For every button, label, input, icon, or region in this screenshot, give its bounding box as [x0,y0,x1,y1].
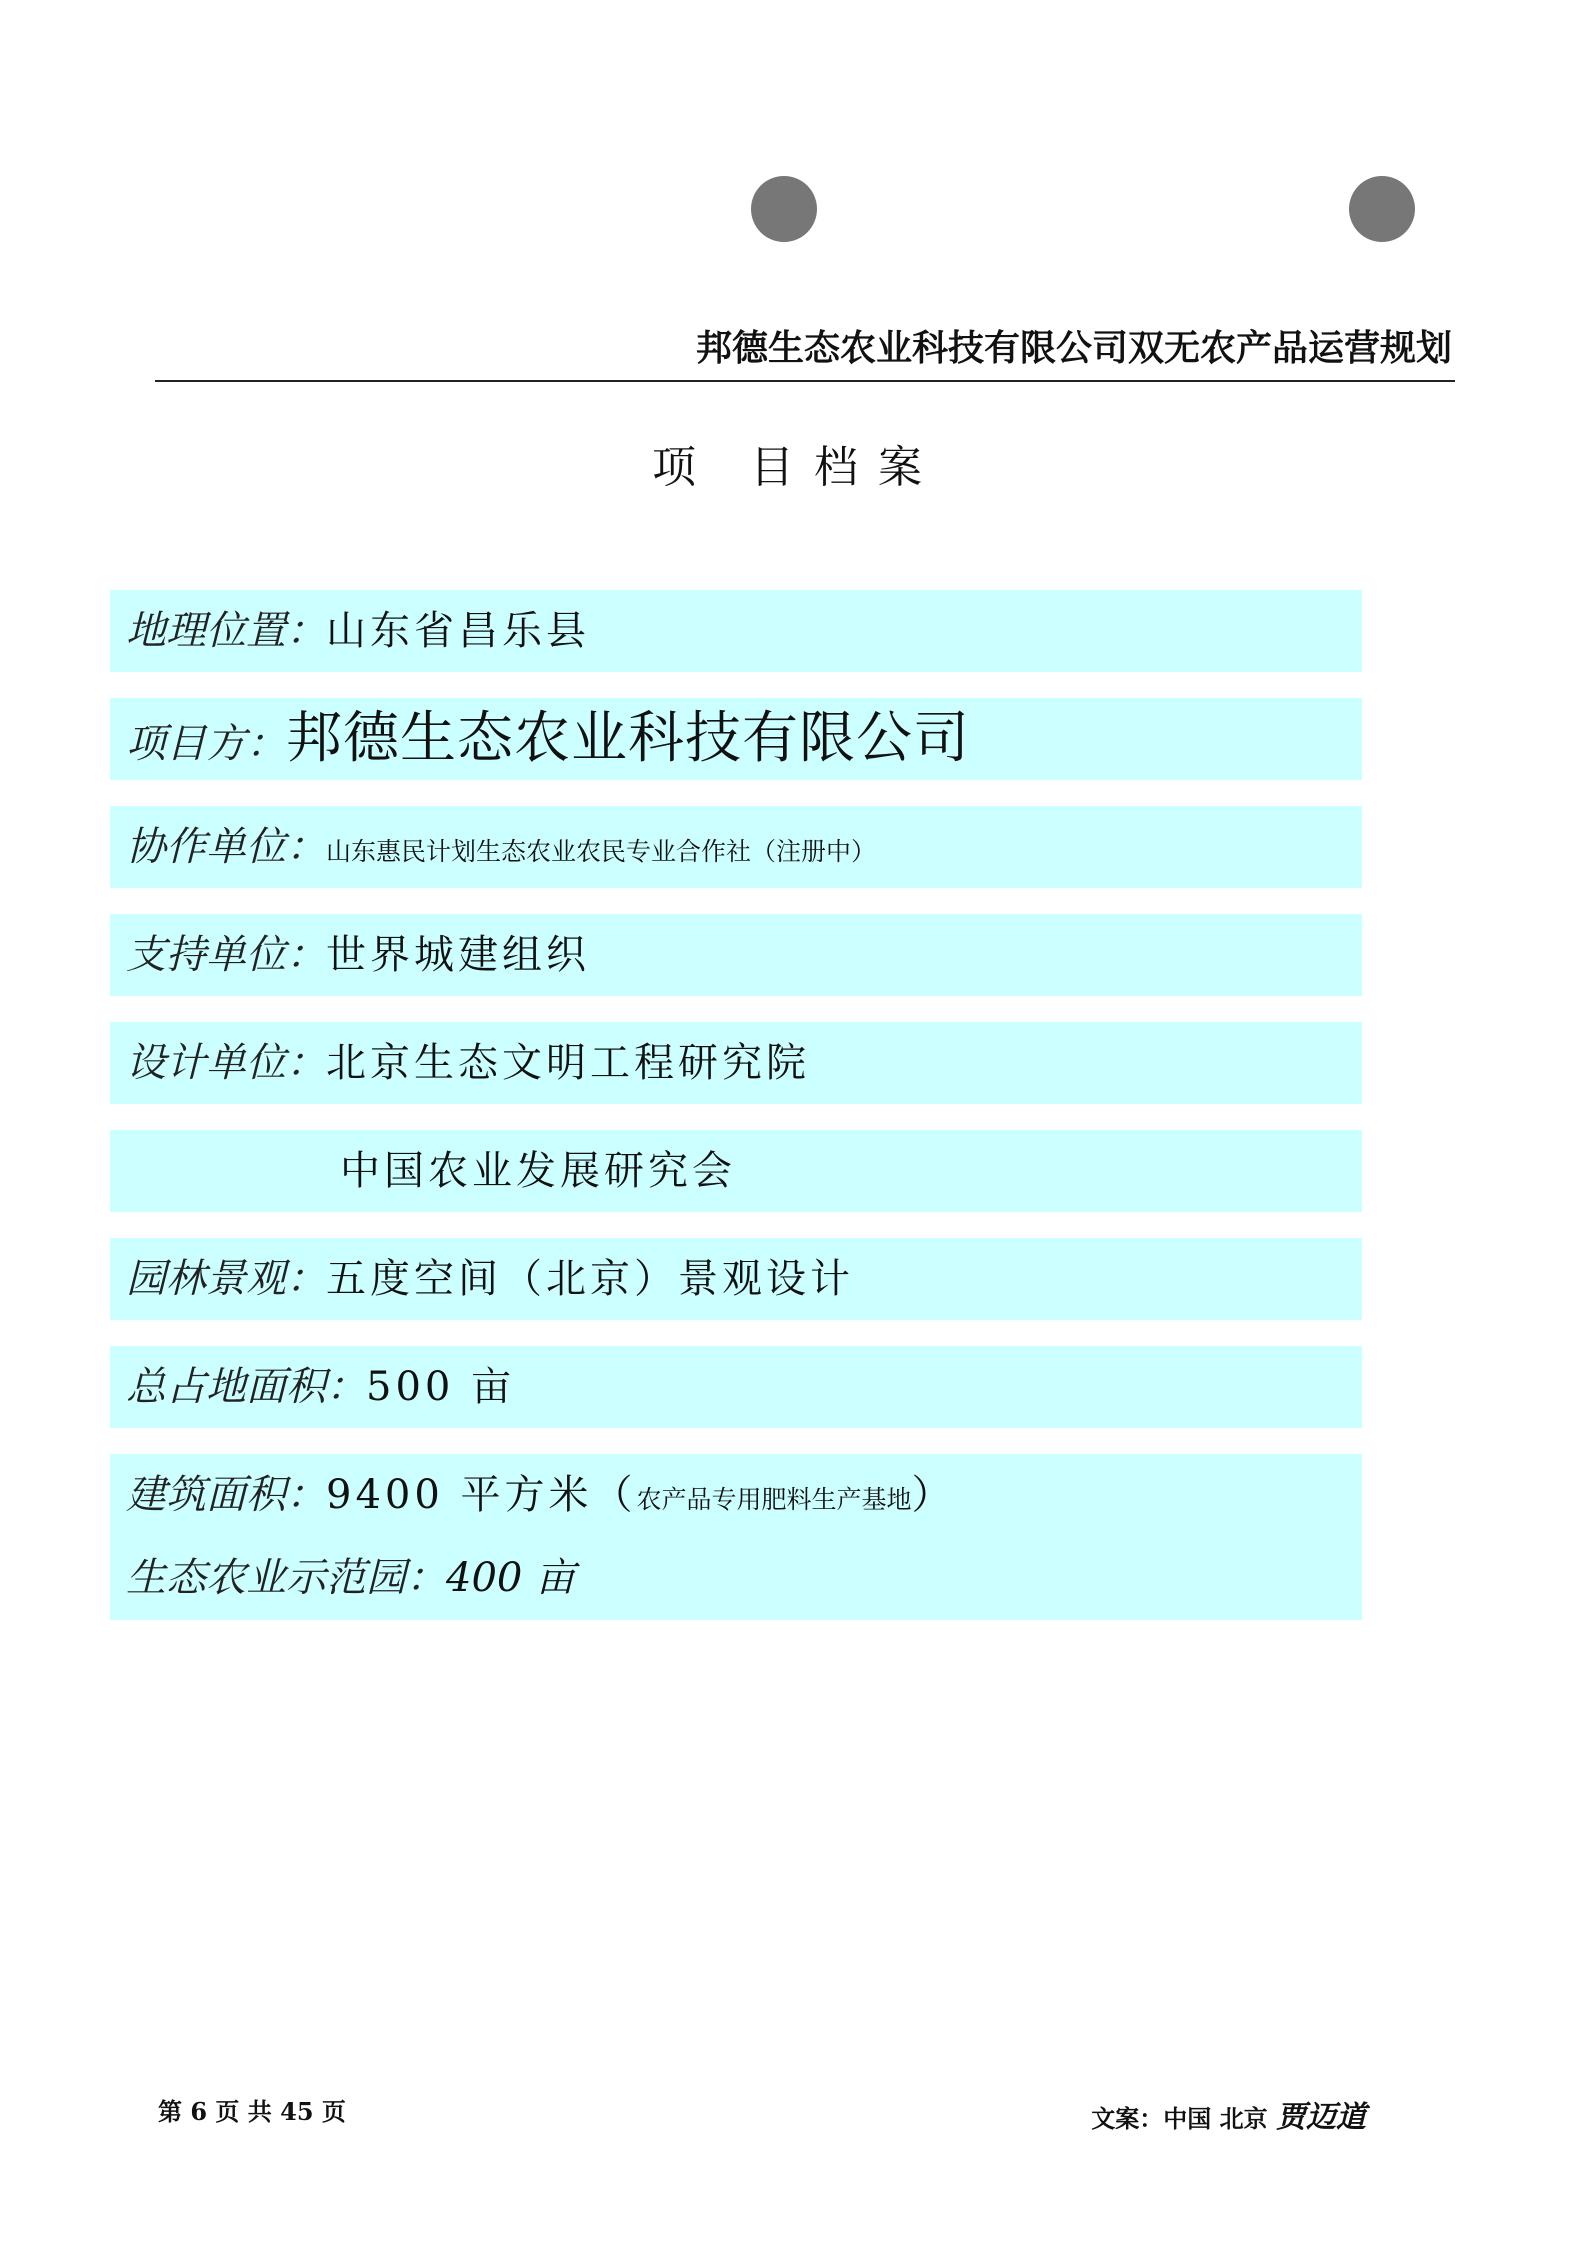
row-close-paren: ） [911,1472,956,1518]
row-value: 9400 平方米（ [326,1472,637,1518]
row-label: 支持单位： [126,932,326,978]
row-value: 五度空间（北京）景观设计 [326,1256,854,1302]
row-value: 北京生态文明工程研究院 [326,1040,810,1086]
red-seal-script-logo [857,115,1327,325]
row-value: 400 亩 [446,1555,576,1601]
demo-park-line [126,1537,1362,1620]
document-header-title: 邦德生态农业科技有限公司双无农产品运营规划 [695,328,1452,369]
row-label: 协作单位： [126,824,326,870]
gray-dot-right-icon [1349,176,1415,242]
info-row-landscape [110,1238,1362,1320]
info-row-project-party [110,698,1362,780]
gray-dot-left-icon [751,176,817,242]
author-label: 文案：中国 北京 [1091,2104,1268,2133]
page-title: 项 目档案 [652,442,942,493]
building-area-line [126,1454,1362,1537]
row-note: 农产品专用肥料生产基地 [636,1485,912,1514]
row-label: 园林景观： [126,1256,326,1302]
info-row-building-area [110,1454,1362,1620]
info-row-location [110,590,1362,672]
row-label: 设计单位： [126,1040,326,1086]
info-row-design-unit-2 [110,1130,1362,1212]
row-value: 邦德生态农业科技有限公司 [286,706,970,771]
row-label: 生态农业示范园： [126,1555,446,1601]
author-credit [1090,2092,1366,2136]
info-row-total-area [110,1346,1362,1428]
row-value: 中国农业发展研究会 [340,1148,736,1194]
row-label: 项目方： [126,721,286,767]
info-row-design-unit [110,1022,1362,1104]
info-row-cooperating-unit [110,806,1362,888]
row-value: 山东省昌乐县 [326,608,590,654]
row-value: 世界城建组织 [326,932,590,978]
row-label: 建筑面积： [126,1472,326,1518]
header-logo [745,120,1435,320]
row-value: 山东惠民计划生态农业农民专业合作社（注册中） [326,837,877,866]
header-divider [155,380,1455,382]
author-signature: 贾迈道 [1276,2100,1366,2135]
row-value: 500 亩 [366,1364,516,1410]
row-label: 地理位置： [126,608,326,654]
row-label: 总占地面积： [126,1364,366,1410]
page-number: 第 6 页 共 45 页 [158,2097,346,2126]
info-row-supporting-unit [110,914,1362,996]
